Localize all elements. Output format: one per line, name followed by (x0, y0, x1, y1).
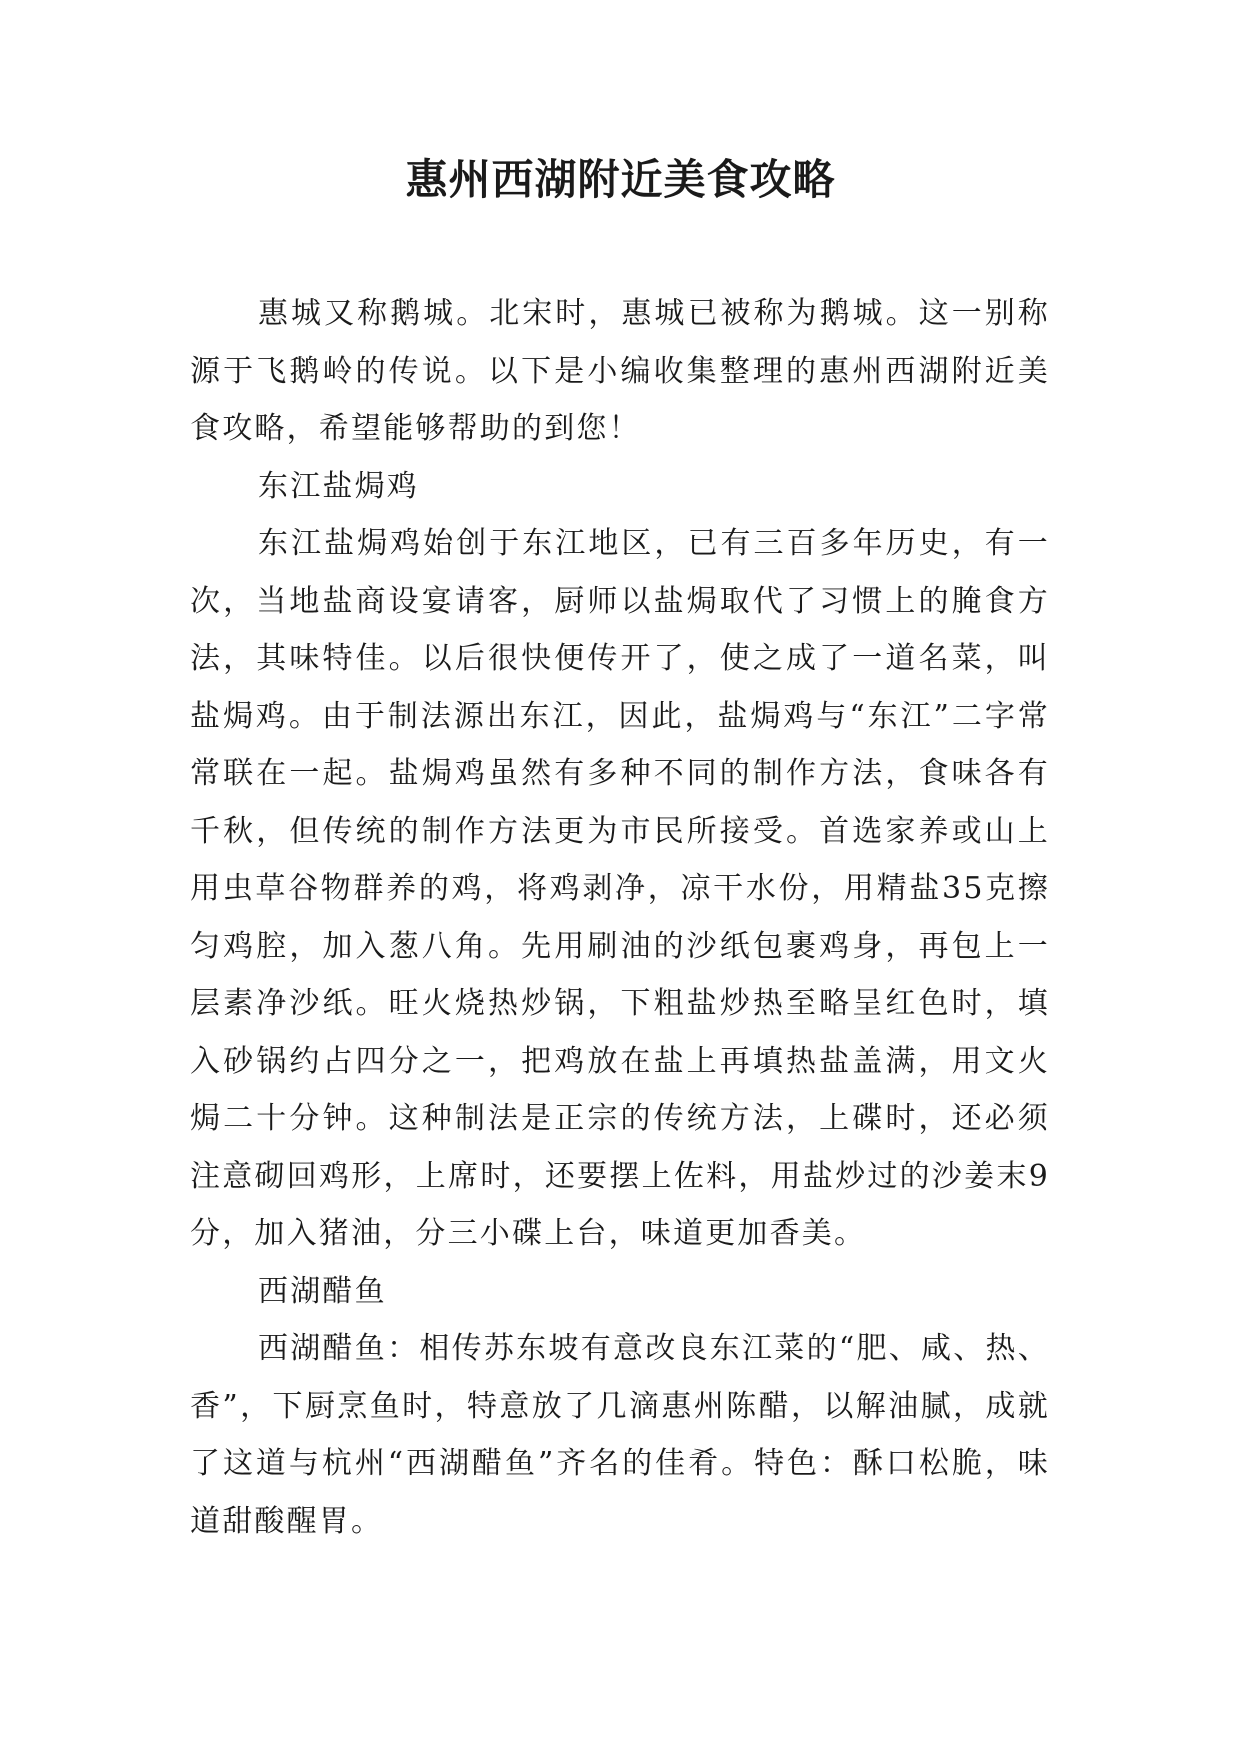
intro-paragraph: 惠城又称鹅城。北宋时，惠城已被称为鹅城。这一别称源于飞鹅岭的传说。以下是小编收集整理的惠州西湖附近美食攻略，希望能够帮助的到您！ (190, 296, 1050, 446)
document-title: 惠州西湖附近美食攻略 (405, 155, 836, 204)
section-heading-salt-baked-chicken: 东江盐焗鸡 (258, 468, 419, 504)
west-lake-vinegar-fish-paragraph: 西湖醋鱼：相传苏东坡有意改良东江菜的“肥、咸、热、香”，下厨烹鱼时，特意放了几滴惠州陈醋，以解油腻，成就了这道与杭州“西湖醋鱼”齐名的佳肴。特色：酥口松脆，味道甜酸醒胃。 (190, 1331, 1050, 1539)
document-body (190, 285, 1050, 1550)
salt-baked-chicken-paragraph: 东江盐焗鸡始创于东江地区，已有三百多年历史，有一次，当地盐商设宴请客，厨师以盐焗取代了习惯上的腌食方法，其味特佳。以后很快便传开了，使之成了一道名菜，叫盐焗鸡。由于制法源出东江，因此，盐焗鸡与“东江”二字常常联在一起。盐焗鸡虽然有多种不同的制作方法，食味各有千秋，但传统的制作方法更为市民所接受。首选家养或山上用虫草谷物群养的鸡，将鸡剥净，凉干水份，用精盐35克擦匀鸡腔，加入葱八角。先用刷油的沙纸包裹鸡身，再包上一层素净沙纸。旺火烧热炒锅，下粗盐炒热至略呈红色时，填入砂锅约占四分之一，把鸡放在盐上再填热盐盖满，用文火焗二十分钟。这种制法是正宗的传统方法，上碟时，还必须注意砌回鸡形，上席时，还要摆上佐料，用盐炒过的沙姜末9分，加入猪油，分三小碟上台，味道更加香美。 (190, 526, 1050, 1251)
section-heading-west-lake-vinegar-fish: 西湖醋鱼 (258, 1273, 387, 1309)
